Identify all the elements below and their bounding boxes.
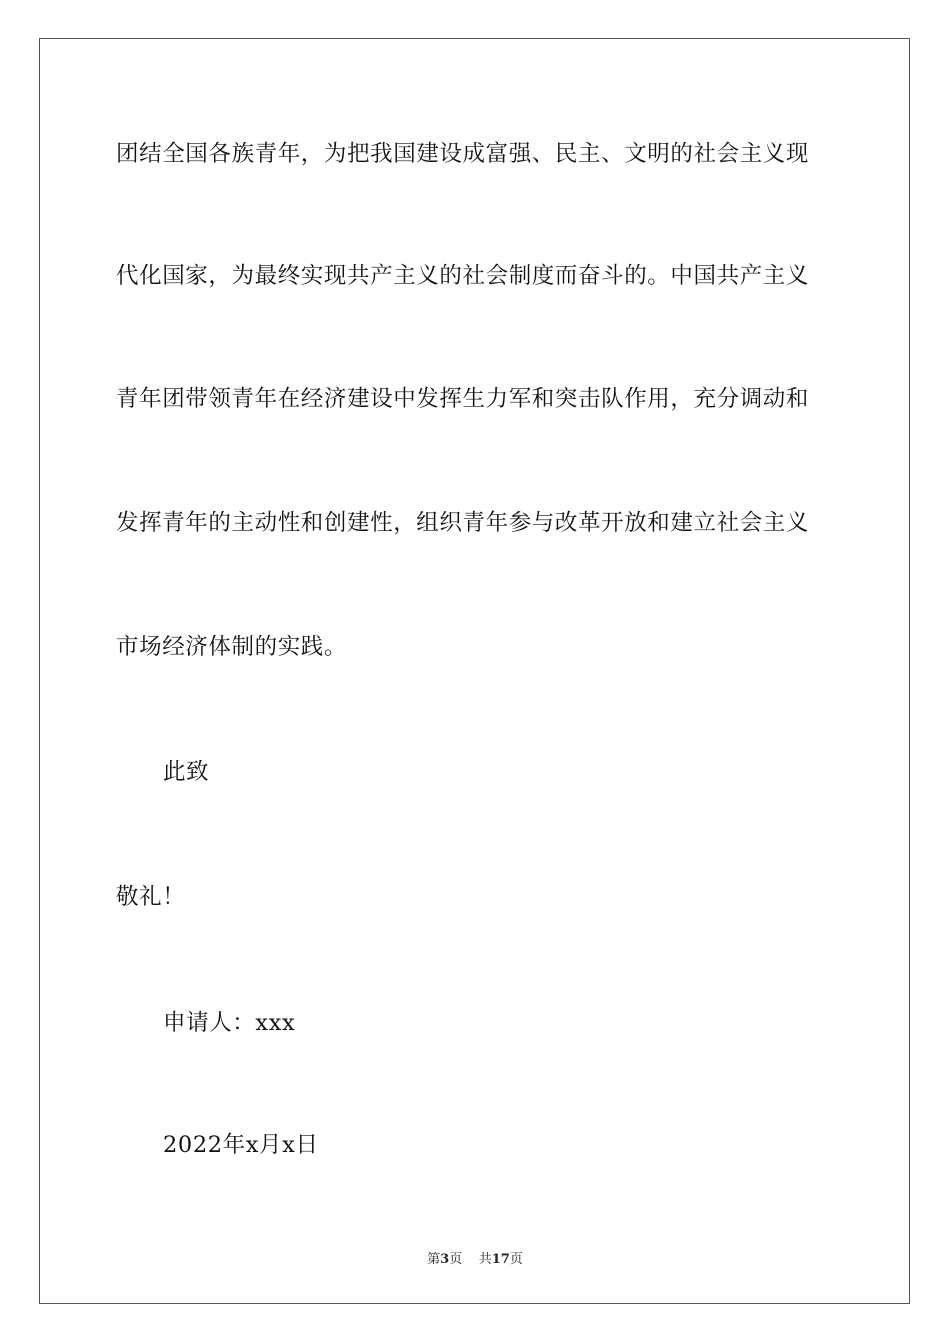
page-footer — [0, 1248, 950, 1267]
closing-text: 此致 — [163, 759, 210, 785]
paragraph-line-3: 青年团带领青年在经济建设中发挥生力军和突击队作用，充分调动和 — [116, 386, 810, 412]
date-line: 2022年x月x日 — [163, 1132, 319, 1158]
paragraph-line-5: 市场经济体制的实践。 — [116, 634, 348, 660]
paragraph-line-4: 发挥青年的主动性和创建性，组织青年参与改革开放和建立社会主义 — [116, 510, 810, 536]
current-page-number: 3 — [440, 1252, 450, 1267]
total-prefix: 共 — [478, 1252, 492, 1267]
page-suffix: 页 — [449, 1252, 463, 1267]
paragraph-line-1: 团结全国各族青年，为把我国建设成富强、民主、文明的社会主义现 — [116, 141, 810, 167]
paragraph-line-2: 代化国家，为最终实现共产主义的社会制度而奋斗的。中国共产主义 — [116, 263, 810, 289]
total-suffix: 页 — [509, 1252, 523, 1267]
salute-text: 敬礼！ — [116, 884, 186, 910]
page-prefix: 第 — [427, 1252, 441, 1267]
page-border — [39, 38, 910, 1304]
applicant-line: 申请人：xxx — [163, 1010, 296, 1036]
total-page-number: 17 — [491, 1252, 510, 1267]
